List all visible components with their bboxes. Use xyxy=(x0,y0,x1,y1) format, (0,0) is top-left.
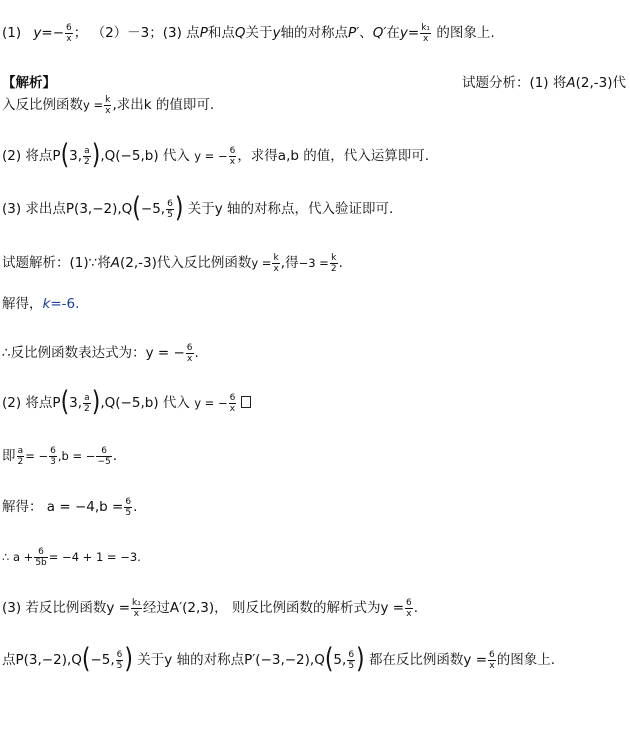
solution-l8-fnum: 6 xyxy=(406,597,412,608)
analysis-s2-fnum: 6 xyxy=(229,145,236,156)
analysis-line2-eq: y = xyxy=(83,98,104,112)
answer-point-q-prime: Q′ xyxy=(372,25,387,41)
solution-l4-ffraction xyxy=(229,393,237,414)
answer-part1-den: x xyxy=(66,33,72,44)
paren-open: ( xyxy=(324,643,334,675)
solution-l9-fnum: 6 xyxy=(489,649,495,660)
answer-part2: （2）－3； xyxy=(91,25,163,41)
answer-axis-y2: y xyxy=(399,25,408,41)
analysis-s2-a: (2) 将点P xyxy=(2,148,61,164)
solution-l9-n1: 6 xyxy=(116,649,123,660)
solution-line-7 xyxy=(2,546,141,568)
analysis-s2-den: 2 xyxy=(84,156,90,167)
solution-l4-fnum: 6 xyxy=(229,392,236,403)
solution-l5-f2 xyxy=(49,446,57,467)
solution-line-6 xyxy=(2,496,137,518)
solution-l4-num: a xyxy=(84,392,90,403)
solution-l6-num: 6 xyxy=(125,496,132,507)
answer-axis-y: y xyxy=(272,25,281,41)
analysis-s3-fraction xyxy=(166,199,174,220)
solution-l9-d1: 5 xyxy=(116,660,123,671)
solution-l4-eq: y = − xyxy=(194,396,228,410)
solution-line-4 xyxy=(2,386,251,418)
analysis-s2-fden: x xyxy=(229,156,236,167)
solution-l5-n2: 6 xyxy=(50,445,56,456)
solution-l5-f1 xyxy=(17,446,25,467)
solution-l9-p1: −5, xyxy=(90,652,115,668)
solution-l9-ffraction xyxy=(488,650,496,671)
solution-l9-d: 的图象上. xyxy=(496,652,556,668)
solution-l2-k: k xyxy=(42,296,51,312)
solution-l3-fraction xyxy=(186,343,194,364)
analysis-summary xyxy=(462,72,626,94)
analysis-s3-num: 6 xyxy=(167,198,173,209)
solution-l1-knum: k xyxy=(331,252,337,263)
analysis-line2-b: ,求出k 的值即可. xyxy=(112,97,215,113)
solution-l6-fraction xyxy=(124,497,132,518)
answer-part3-num: k₁ xyxy=(421,22,431,33)
solution-l9-b: 关于y 轴的对称点P′(−3,−2),Q xyxy=(137,652,325,668)
analysis-s2-num: a xyxy=(84,145,90,156)
solution-l2-b: =-6. xyxy=(50,296,80,312)
solution-line-1 xyxy=(2,252,343,274)
solution-l3-num: 6 xyxy=(186,342,193,353)
paren-close: ) xyxy=(91,386,101,418)
answer-part3-g: 的图象上. xyxy=(436,25,495,41)
analysis-summary-point: (2,-3) xyxy=(575,75,613,91)
solution-l6-b: . xyxy=(133,499,138,515)
solution-l1-e: . xyxy=(338,255,343,271)
placeholder-box-icon xyxy=(241,396,251,408)
solution-line-3 xyxy=(2,342,199,364)
solution-l4-den: 2 xyxy=(84,403,90,414)
solution-l2-a: 解得， xyxy=(2,296,43,312)
paren-close: ) xyxy=(124,643,133,675)
solution-l9-n2: 6 xyxy=(348,649,355,660)
solution-l4-fraction xyxy=(83,393,91,414)
solution-l8-c: . xyxy=(413,600,419,616)
analysis-summary-label: 试题分析：(1) 将 xyxy=(461,75,567,91)
analysis-s3-a: (3) 求出点P(3,−2),Q xyxy=(2,201,133,217)
solution-line-2 xyxy=(2,293,79,315)
answer-part3-f: 在 xyxy=(386,25,400,41)
analysis-heading-line xyxy=(2,72,628,94)
solution-l4-fden: x xyxy=(229,403,236,414)
answer-part3-c: 关于 xyxy=(245,25,273,41)
solution-l1-kfraction xyxy=(330,253,338,274)
analysis-line2-num: k xyxy=(105,94,111,105)
solution-l1-eq: y = xyxy=(251,256,272,270)
analysis-s2-eq: y = − xyxy=(194,149,228,163)
solution-l9-fden: x xyxy=(489,660,495,671)
analysis-summary-end: 代 xyxy=(612,75,626,91)
solution-l7-fraction xyxy=(34,547,47,568)
solution-line-9 xyxy=(2,643,556,675)
solution-l1-num: k xyxy=(273,252,279,263)
solution-l5-e: . xyxy=(112,448,118,464)
solution-line-8 xyxy=(2,597,418,619)
solution-l4-a: (2) 将点P xyxy=(2,395,61,411)
solution-l3-a: ∴反比例函数表达式为：y = − xyxy=(2,345,185,361)
analysis-s2-fraction xyxy=(83,146,91,167)
solution-l1-kden: 2 xyxy=(330,263,337,274)
solution-l7-den: 5b xyxy=(35,557,47,568)
analysis-heading: 【解析】 xyxy=(2,75,56,91)
answer-part1-y: y xyxy=(33,25,42,41)
solution-l1-den: x xyxy=(273,263,279,274)
answer-part1-eq: =− xyxy=(41,25,65,41)
answer-part1-num: 6 xyxy=(66,22,72,33)
solution-l9-f2 xyxy=(347,650,355,671)
solution-l6-a: 解得： a = −4,b = xyxy=(2,499,124,515)
paren-close: ) xyxy=(174,192,184,224)
paren-close: ) xyxy=(91,139,101,171)
solution-l9-d2: 5 xyxy=(348,660,355,671)
solution-l4-p1: 3, xyxy=(69,395,83,411)
solution-l1-a: 试题解析：(1)∵将 xyxy=(2,255,111,271)
analysis-summary-a: A xyxy=(566,75,576,91)
analysis-line2-a: 入反比例函数 xyxy=(2,97,83,113)
solution-l9-a: 点P(3,−2),Q xyxy=(2,652,82,668)
solution-l5-a: 即 xyxy=(2,448,16,464)
answer-line xyxy=(2,22,495,44)
solution-l3-den: x xyxy=(187,353,193,364)
solution-l8-ffraction xyxy=(405,598,413,619)
solution-l4-b: ,Q(−5,b) 代入 xyxy=(100,395,190,411)
solution-l5-d3: −5 xyxy=(97,456,111,467)
analysis-s2-c: ，求得a,b 的值，代入运算即可. xyxy=(237,148,430,164)
solution-l8-den: x xyxy=(133,608,140,619)
analysis-s3-p1: −5, xyxy=(140,201,166,217)
answer-part1-sep: ； xyxy=(73,25,88,41)
analysis-line-2 xyxy=(2,94,214,116)
answer-point-p-prime: P′ xyxy=(347,25,360,41)
paren-open: ( xyxy=(132,192,141,224)
solution-l7-b: = −4 + 1 = −3. xyxy=(48,550,141,564)
solution-l1-pt: (2,-3) xyxy=(119,255,157,271)
solution-l8-num: k₁ xyxy=(132,597,141,608)
solution-l5-f3 xyxy=(96,446,111,467)
solution-l5-n1: a xyxy=(17,445,24,456)
solution-l5-c: ,b = − xyxy=(57,449,96,463)
analysis-step-3 xyxy=(2,192,394,224)
analysis-line2-fraction xyxy=(104,95,111,116)
answer-part3-den: x xyxy=(422,33,429,44)
solution-l1-d: −3 = xyxy=(298,256,329,270)
solution-l9-p2: 5, xyxy=(333,652,347,668)
analysis-s3-b: 关于y 轴的对称点，代入验证即可. xyxy=(187,201,394,217)
analysis-step-2 xyxy=(2,139,430,171)
answer-part1-fraction xyxy=(65,23,73,44)
paren-open: ( xyxy=(60,386,70,418)
answer-point-p: P xyxy=(199,25,208,41)
answer-part3-eq: = xyxy=(407,25,420,41)
analysis-s3-den: 5 xyxy=(167,209,173,220)
answer-part3-fraction xyxy=(420,23,431,44)
solution-l8-a: (3) 若反比例函数y = xyxy=(2,600,131,616)
solution-l5-d1: 2 xyxy=(17,456,24,467)
analysis-s2-b: ,Q(−5,b) 代入 xyxy=(100,148,190,164)
analysis-s2-p1: 3, xyxy=(69,148,83,164)
solution-l1-c: ,得 xyxy=(280,255,299,271)
solution-l8-fraction xyxy=(131,598,142,619)
solution-l9-c: 都在反比例函数y = xyxy=(368,652,488,668)
solution-l7-a: ∴ a + xyxy=(2,550,34,564)
answer-part3-d: 轴的对称点 xyxy=(280,25,348,41)
solution-l5-n3: 6 xyxy=(96,446,111,457)
analysis-s2-ffraction xyxy=(229,146,237,167)
solution-l8-b: 经过A′(2,3)， 则反比例函数的解析式为y = xyxy=(142,600,405,616)
solution-line-5 xyxy=(2,445,117,467)
solution-l1-point-a: A xyxy=(110,255,120,271)
solution-l1-fraction xyxy=(272,253,279,274)
solution-l3-b: . xyxy=(194,345,199,361)
solution-l9-f1 xyxy=(116,650,124,671)
answer-point-q: Q xyxy=(234,25,246,41)
solution-l8-fden: x xyxy=(406,608,412,619)
solution-l1-b: 代入反比例函数 xyxy=(156,255,252,271)
answer-part1-label: (1) xyxy=(2,25,22,41)
solution-l5-d2: 3 xyxy=(50,456,56,467)
answer-part3-e: 、 xyxy=(359,25,373,41)
analysis-line2-den: x xyxy=(105,105,111,116)
paren-open: ( xyxy=(60,139,70,171)
answer-part3-a: (3) 点 xyxy=(162,25,200,41)
paren-open: ( xyxy=(81,643,91,675)
paren-close: ) xyxy=(356,643,365,675)
solution-l6-den: 5 xyxy=(125,507,132,518)
answer-part3-b: 和点 xyxy=(207,25,235,41)
solution-l7-num: 6 xyxy=(34,547,47,558)
solution-l5-b: = − xyxy=(25,449,49,463)
